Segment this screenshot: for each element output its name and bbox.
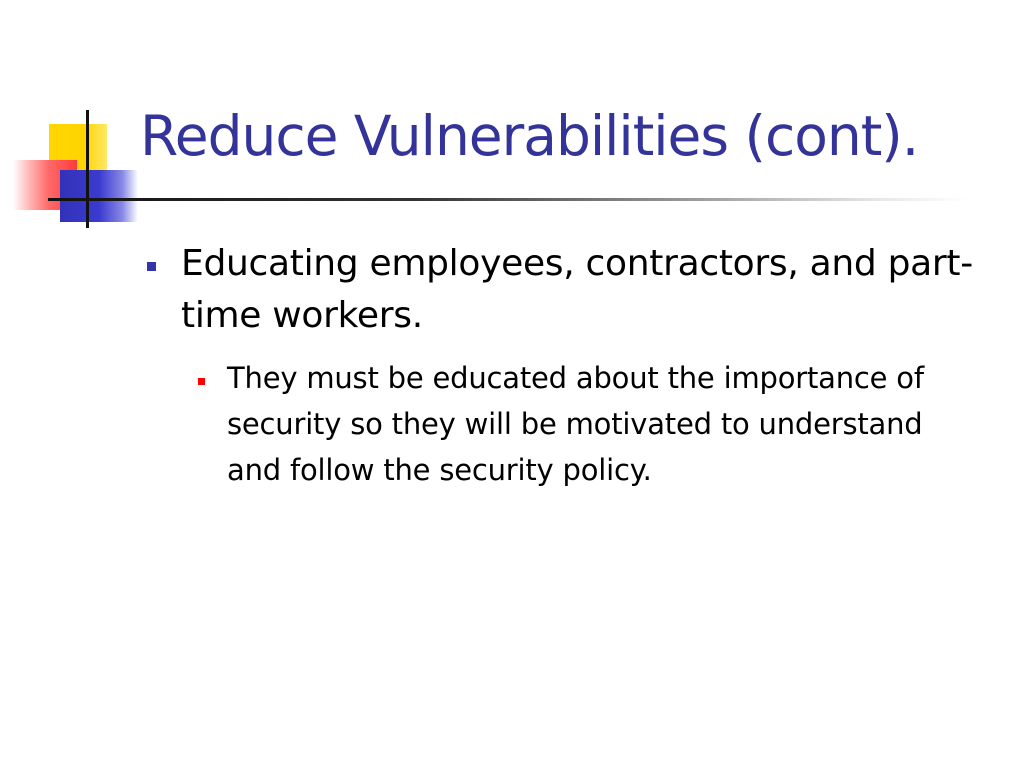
bullet-marker-level2 xyxy=(198,378,205,385)
slide-title: Reduce Vulnerabilities (cont). xyxy=(140,104,919,168)
blue-square-decoration xyxy=(60,170,138,222)
vertical-rule xyxy=(86,110,89,228)
slide-decoration xyxy=(0,0,150,240)
bullet-text-level1: Educating employees, contractors, and part-time workers. xyxy=(181,243,973,336)
title-underline-rule xyxy=(48,198,968,201)
bullet-marker-level1 xyxy=(147,262,156,271)
bullet-text-level2: They must be educated about the importance of security so they will be motivated to understand and follow the security policy. xyxy=(227,361,924,487)
